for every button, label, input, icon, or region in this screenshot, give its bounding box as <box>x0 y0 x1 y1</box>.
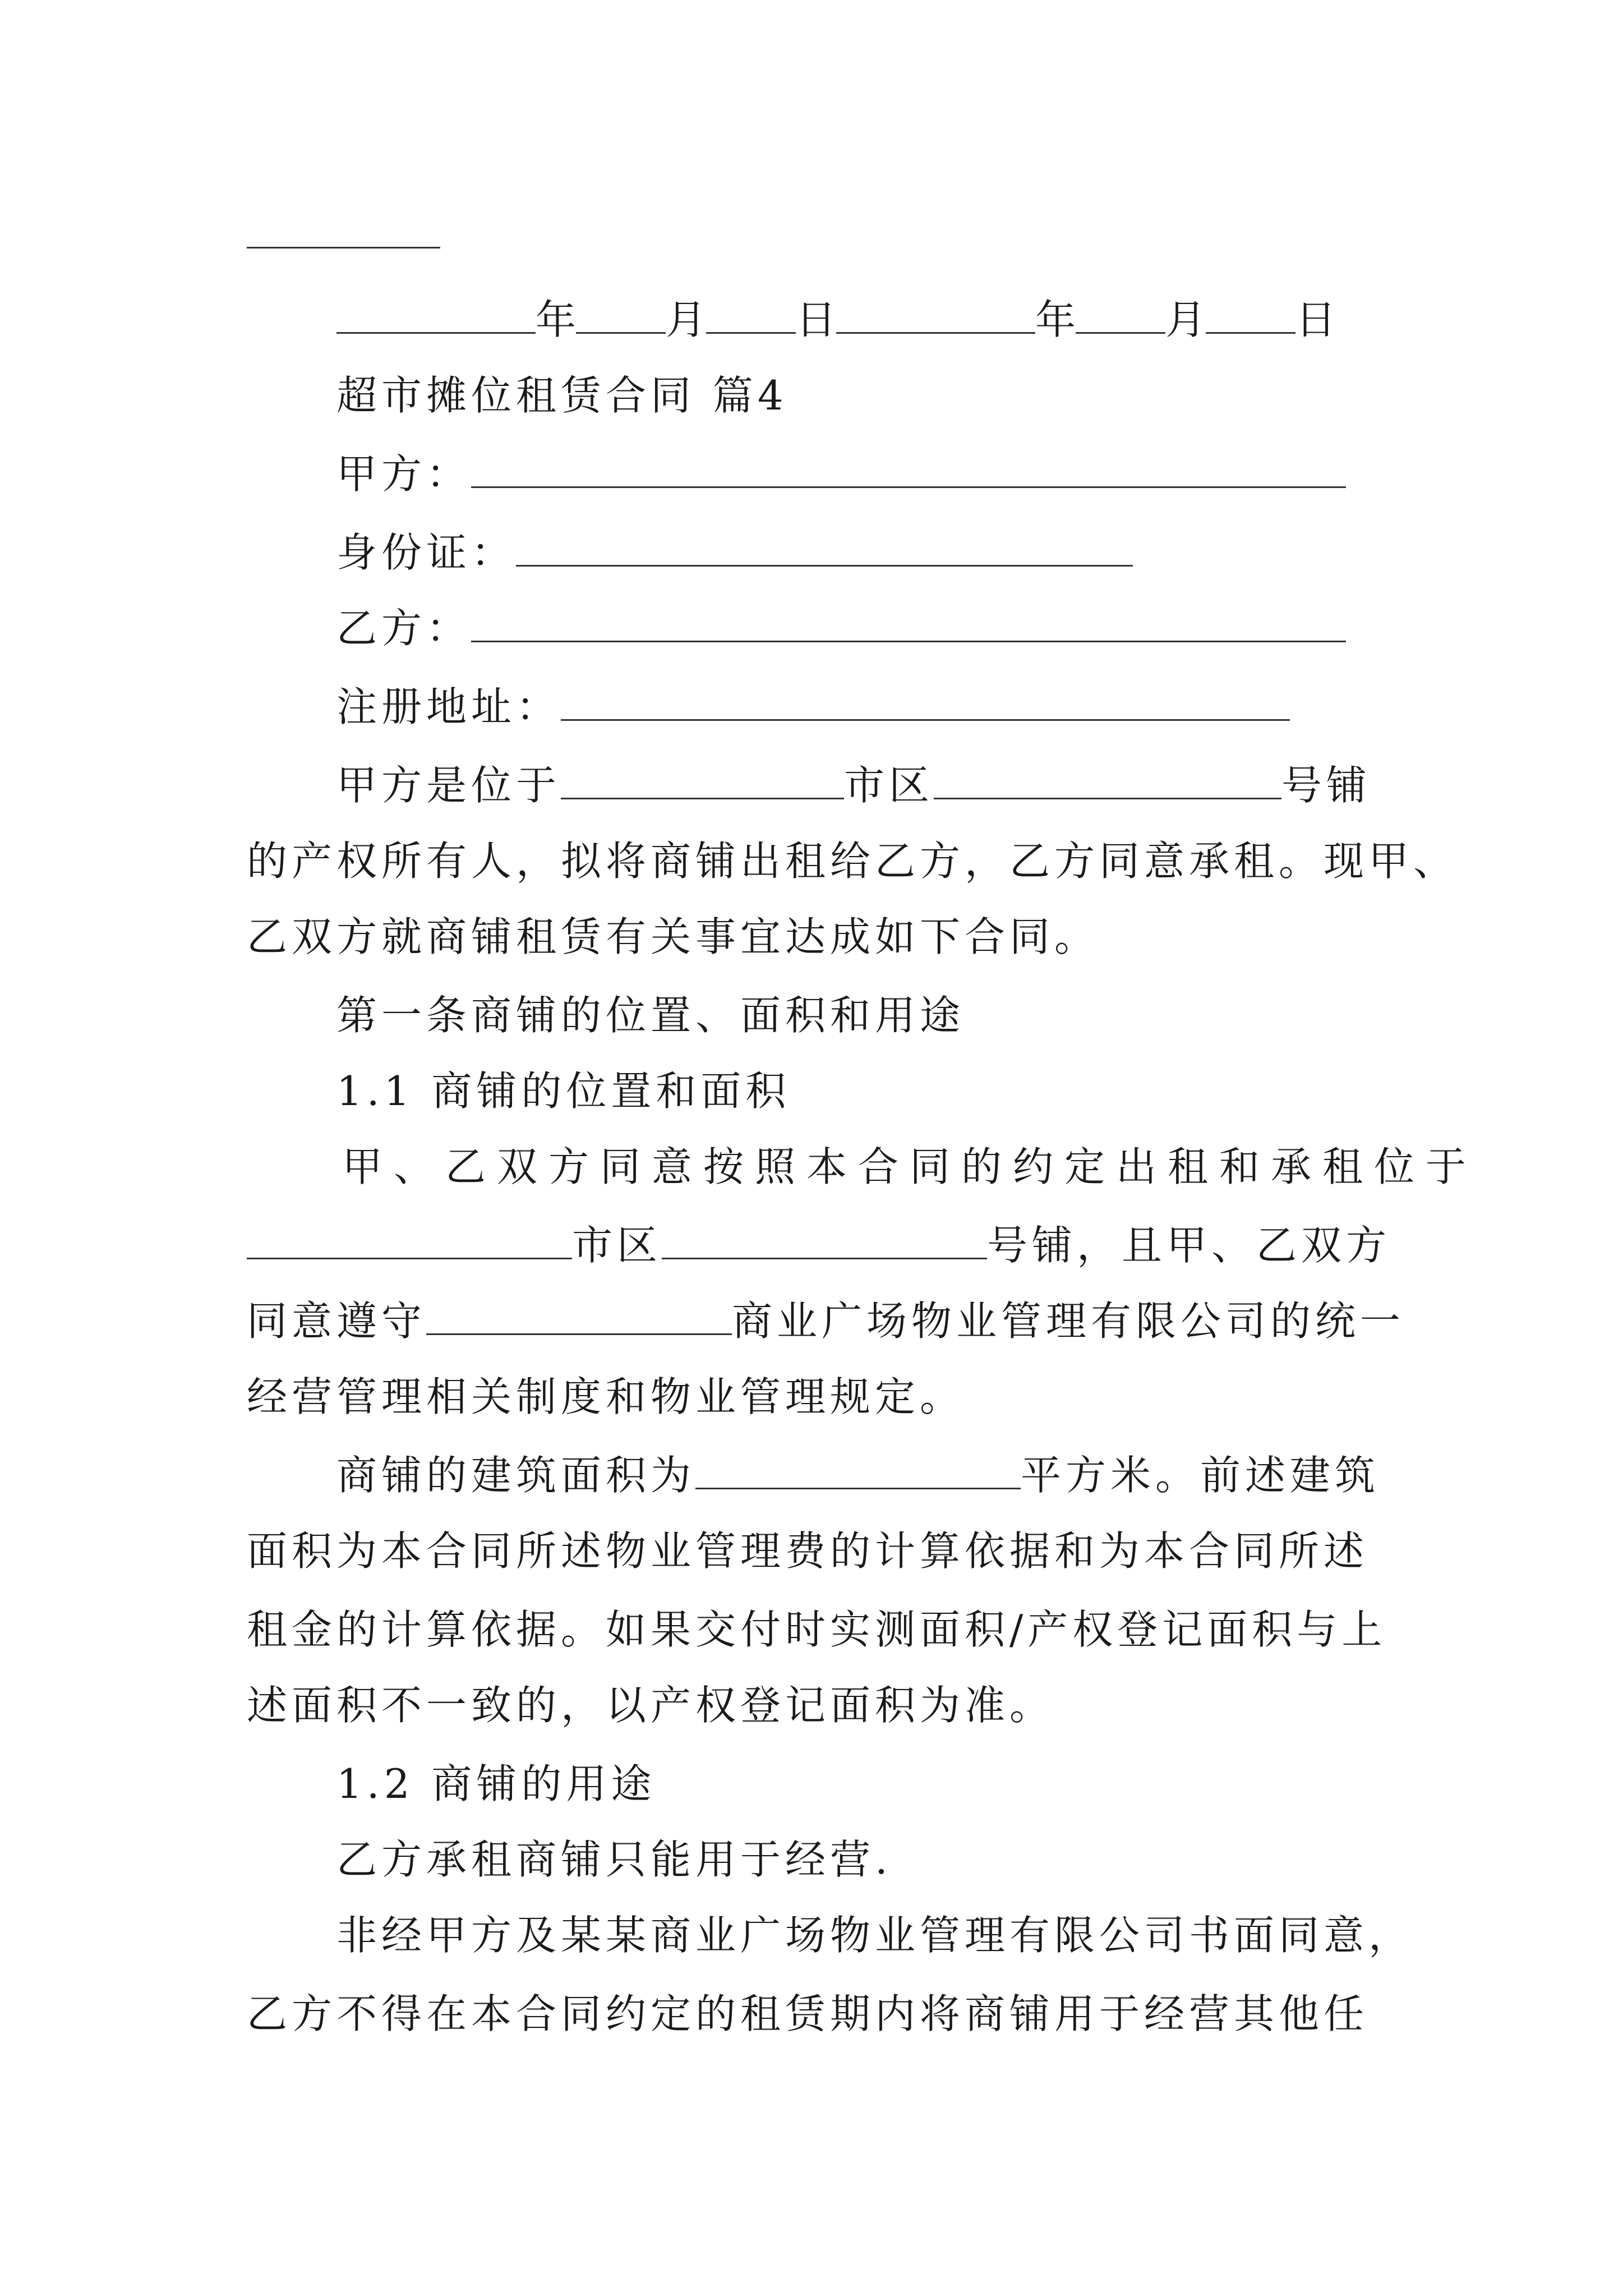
intro-line-1 <box>336 754 1371 816</box>
section-1-2-line-1: 乙方承租商铺只能用于经营. <box>336 1836 892 1883</box>
section-1-1-line-3-b: 商业广场物业管理有限公司的统一 <box>732 1297 1405 1345</box>
date-blank-month-2 <box>1076 297 1165 334</box>
area-line-4: 述面积不一致的，以产权登记面积为准。 <box>247 1682 1055 1729</box>
location-blank <box>247 1223 572 1259</box>
section-1-1-line-4: 经营管理相关制度和物业管理规定。 <box>247 1373 965 1420</box>
intro-part1: 甲方是位于 <box>336 762 561 809</box>
section-1-2-line-2: 非经甲方及某某商业广场物业管理有限公司书面同意， <box>336 1912 1414 1959</box>
party-a-blank <box>471 452 1346 488</box>
section-1-1-line-2-b: 号铺，且甲、乙双方 <box>987 1222 1391 1269</box>
party-b-blank <box>471 606 1346 642</box>
section-1-1-line-3 <box>247 1290 1405 1352</box>
date-blank-day-2 <box>1206 297 1295 334</box>
section-1-1-heading: 1.1 商铺的位置和面积 <box>336 1068 791 1115</box>
intro-part3: 号铺 <box>1281 762 1372 809</box>
intro-part2: 市区 <box>844 762 934 809</box>
date-blank-year-1 <box>336 297 536 334</box>
area-line-3: 租金的计算依据。如果交付时实测面积/产权登记面积与上 <box>247 1606 1387 1653</box>
date-year-1: 年 <box>536 296 577 343</box>
section-1-1-line-2-a: 市区 <box>572 1222 662 1269</box>
address-field <box>336 676 1290 738</box>
intro-line-3: 乙双方就商铺租赁有关事宜达成如下合同。 <box>247 913 1100 960</box>
area-line-1-a: 商铺的建筑面积为 <box>336 1452 696 1499</box>
shop-number-blank <box>662 1223 987 1259</box>
party-b-label: 乙方： <box>336 605 472 652</box>
area-line-1 <box>336 1444 1380 1506</box>
id-card-label: 身份证： <box>336 529 517 576</box>
party-b-field <box>336 597 1346 659</box>
date-blank-year-2 <box>836 297 1035 334</box>
area-size-blank <box>695 1453 1021 1489</box>
date-day-2: 日 <box>1295 296 1336 343</box>
id-card-blank <box>516 530 1133 567</box>
date-line <box>336 289 1336 351</box>
date-blank-day-1 <box>706 297 796 334</box>
date-month-1: 月 <box>666 296 707 343</box>
id-card-field <box>336 522 1133 583</box>
document-title: 超市摊位租赁合同 篇4 <box>336 372 788 419</box>
plaza-name-blank <box>426 1299 732 1335</box>
section-1-1-line-2 <box>247 1214 1391 1276</box>
date-day-1: 日 <box>796 296 837 343</box>
section-1-1-line-3-a: 同意遵守 <box>247 1297 427 1345</box>
date-year-2: 年 <box>1035 296 1076 343</box>
section-1-2-line-3: 乙方不得在本合同约定的租赁期内将商铺用于经营其他任 <box>247 1990 1369 2037</box>
area-line-1-b: 平方米。前述建筑 <box>1021 1452 1380 1499</box>
section-1-2-heading: 1.2 商铺的用途 <box>336 1760 656 1807</box>
article-1-heading: 第一条商铺的位置、面积和用途 <box>336 992 965 1039</box>
intro-line-2: 的产权所有人，拟将商铺出租给乙方，乙方同意承租。现甲、 <box>247 838 1459 885</box>
address-label: 注册地址： <box>336 683 561 730</box>
address-blank <box>561 684 1290 721</box>
intro-location-blank <box>561 763 844 799</box>
intro-number-blank <box>934 763 1281 799</box>
section-1-1-line-1: 甲、乙双方同意按照本合同的约定出租和承租位于 <box>342 1143 1478 1190</box>
date-blank-month-1 <box>576 297 666 334</box>
party-a-field <box>336 443 1346 505</box>
top-short-rule <box>247 247 440 249</box>
date-month-2: 月 <box>1165 296 1206 343</box>
party-a-label: 甲方： <box>336 450 472 498</box>
area-line-2: 面积为本合同所述物业管理费的计算依据和为本合同所述 <box>247 1527 1369 1575</box>
